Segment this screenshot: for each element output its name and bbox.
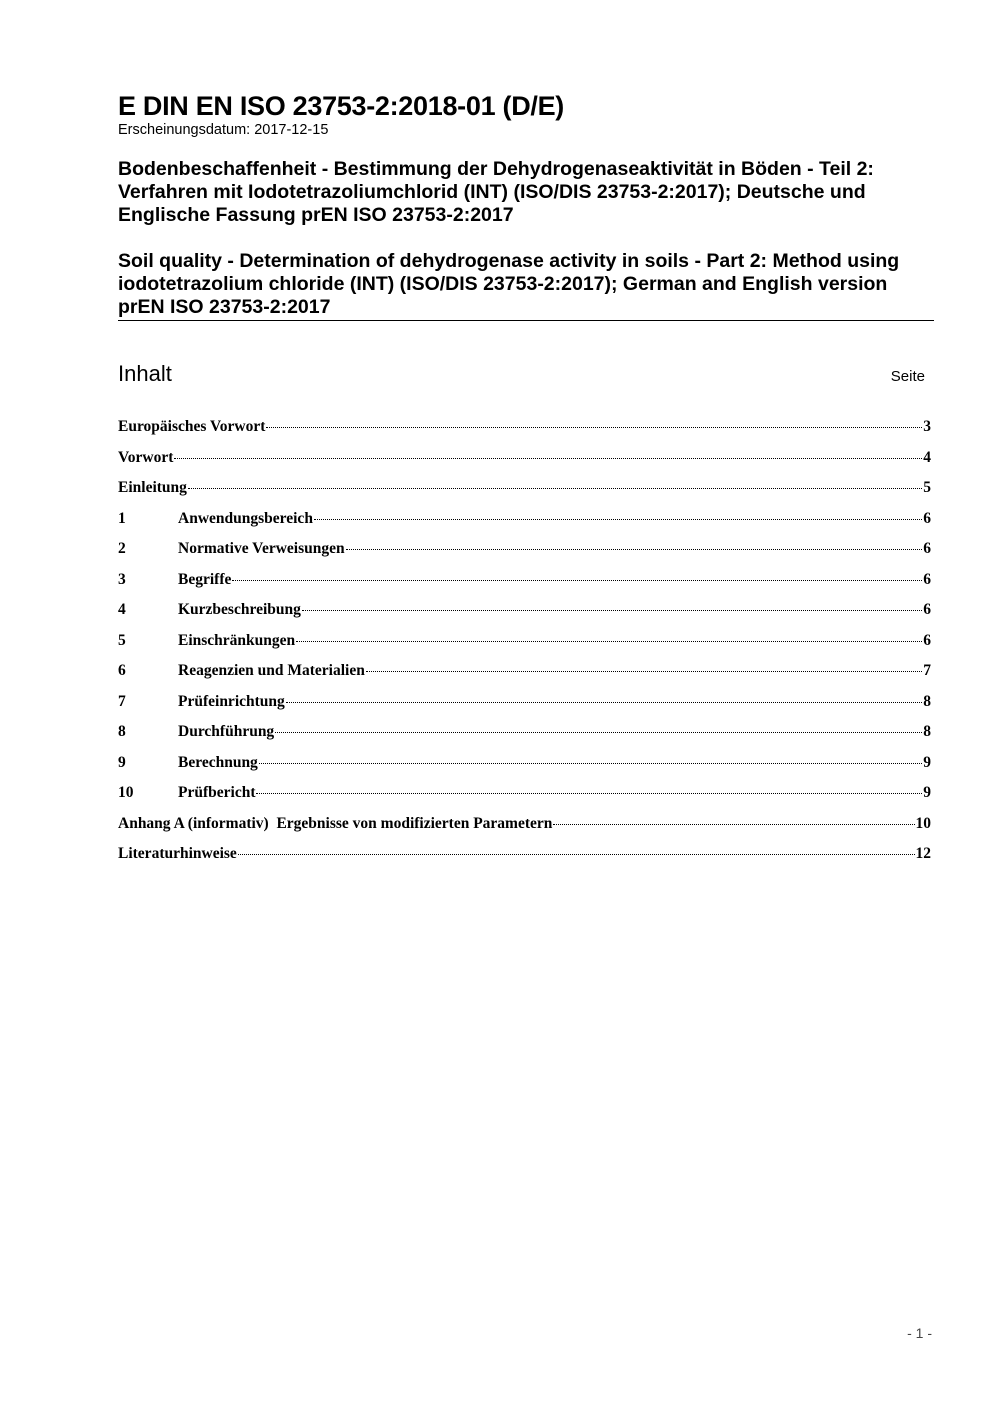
toc-entry-page: 6: [923, 601, 931, 618]
toc-entry-title: Einleitung: [118, 479, 187, 496]
title-german-line: Verfahren mit Iodotetrazoliumchlorid (INT) (ISO/DIS 23753-2:2017); Deutsche und: [118, 181, 866, 203]
toc-entry-page: 7: [923, 662, 931, 679]
title-english-line: Soil quality - Determination of dehydrogenase activity in soils - Part 2: Method using: [118, 250, 900, 272]
toc-dot-leader: [266, 427, 922, 428]
toc-entry-number: 3: [118, 570, 126, 588]
toc-entry-number: 5: [118, 631, 126, 649]
toc-entry[interactable]: [118, 691, 931, 722]
toc-dot-leader: [296, 641, 922, 642]
toc-entry-number: 8: [118, 723, 126, 740]
toc-dot-leader: [366, 671, 922, 672]
title-german-line: Bodenbeschaffenheit - Bestimmung der Dehydrogenaseaktivität in Böden - Teil 2:: [118, 158, 874, 180]
toc-entry-title: Kurzbeschreibung: [178, 601, 301, 618]
toc-entry-page: 6: [923, 570, 931, 588]
toc-entry[interactable]: [118, 508, 931, 539]
toc-entry-title: Prüfbericht: [178, 784, 256, 801]
toc-entry-title: Vorwort: [118, 448, 174, 466]
toc-entry-page: 9: [923, 753, 931, 771]
toc-entry-page: 6: [923, 631, 931, 649]
toc-entry-number: 4: [118, 601, 126, 618]
page-number: - 1 -: [907, 1325, 932, 1341]
toc-entry-title: Anhang A (informativ) Ergebnisse von modifizierten Parametern: [118, 814, 553, 832]
toc-entry-number: 9: [118, 753, 126, 771]
toc-entry-page: 8: [923, 723, 931, 740]
title-english-line: iodotetrazolium chloride (INT) (ISO/DIS 23753-2:2017); German and English version: [118, 273, 888, 295]
toc-entry-page: 5: [923, 479, 931, 496]
toc-heading: Inhalt: [118, 361, 172, 386]
toc-dot-leader: [314, 519, 922, 520]
toc-entry-title: Durchführung: [178, 723, 275, 740]
title-divider: [118, 320, 934, 321]
toc-entry[interactable]: [118, 782, 931, 813]
toc-dot-leader: [346, 549, 923, 550]
toc-entry[interactable]: [118, 660, 931, 691]
toc-entry-number: 2: [118, 540, 126, 557]
toc-entry-page: 12: [915, 845, 931, 862]
toc-entry[interactable]: [118, 538, 931, 569]
title-german: [118, 158, 938, 227]
toc-entry-number: 1: [118, 509, 126, 527]
toc-entry-title: Literaturhinweise: [118, 845, 237, 862]
publication-date: Erscheinungsdatum: 2017-12-15: [118, 122, 329, 138]
toc-entry[interactable]: [118, 843, 931, 874]
toc-entry[interactable]: [118, 599, 931, 630]
toc-entry-title: Anwendungsbereich: [178, 509, 313, 527]
document-id: E DIN EN ISO 23753-2:2018-01 (D/E): [118, 91, 564, 121]
toc-dot-leader: [188, 488, 922, 489]
toc-dot-leader: [256, 793, 922, 794]
toc-entry-page: 3: [923, 418, 931, 435]
toc-dot-leader: [174, 458, 922, 459]
toc-entry-page: 10: [915, 814, 931, 832]
toc-entry-title: Europäisches Vorwort: [118, 418, 266, 435]
toc-entry-title: Normative Verweisungen: [178, 540, 345, 557]
toc-dot-leader: [259, 763, 922, 764]
toc-entry[interactable]: [118, 477, 931, 508]
toc-entry-title: Einschränkungen: [178, 631, 296, 649]
toc-entry-page: 6: [923, 509, 931, 527]
toc-entry[interactable]: [118, 813, 931, 844]
toc-entry-title: Berechnung: [178, 753, 258, 771]
title-german-line: Englische Fassung prEN ISO 23753-2:2017: [118, 204, 514, 226]
toc-entry-page: 8: [923, 692, 931, 710]
toc-entry-page: 9: [923, 784, 931, 801]
toc-entry[interactable]: [118, 569, 931, 600]
title-english: [118, 250, 938, 319]
toc-entry[interactable]: [118, 447, 931, 478]
toc-entry[interactable]: [118, 752, 931, 783]
toc-dot-leader: [286, 702, 922, 703]
toc-entry-number: 10: [118, 784, 134, 801]
toc-dot-leader: [302, 610, 922, 611]
toc-dot-leader: [232, 580, 922, 581]
toc-entry-title: Prüfeinrichtung: [178, 692, 285, 710]
toc-dot-leader: [553, 824, 914, 825]
toc-dot-leader: [238, 854, 915, 855]
toc-entry[interactable]: [118, 630, 931, 661]
toc-dot-leader: [275, 732, 922, 733]
toc-page-label: Seite: [890, 368, 925, 385]
toc-entry-number: 7: [118, 692, 126, 710]
toc-entry-title: Begriffe: [178, 570, 232, 588]
toc-entry-number: 6: [118, 662, 126, 679]
toc-entry[interactable]: [118, 721, 931, 752]
toc-entry-page: 6: [923, 540, 931, 557]
toc-entry-title: Reagenzien und Materialien: [178, 662, 365, 679]
toc-entry-page: 4: [923, 448, 931, 466]
table-of-contents: [118, 416, 931, 874]
toc-entry[interactable]: [118, 416, 931, 447]
title-english-line: prEN ISO 23753-2:2017: [118, 296, 331, 318]
